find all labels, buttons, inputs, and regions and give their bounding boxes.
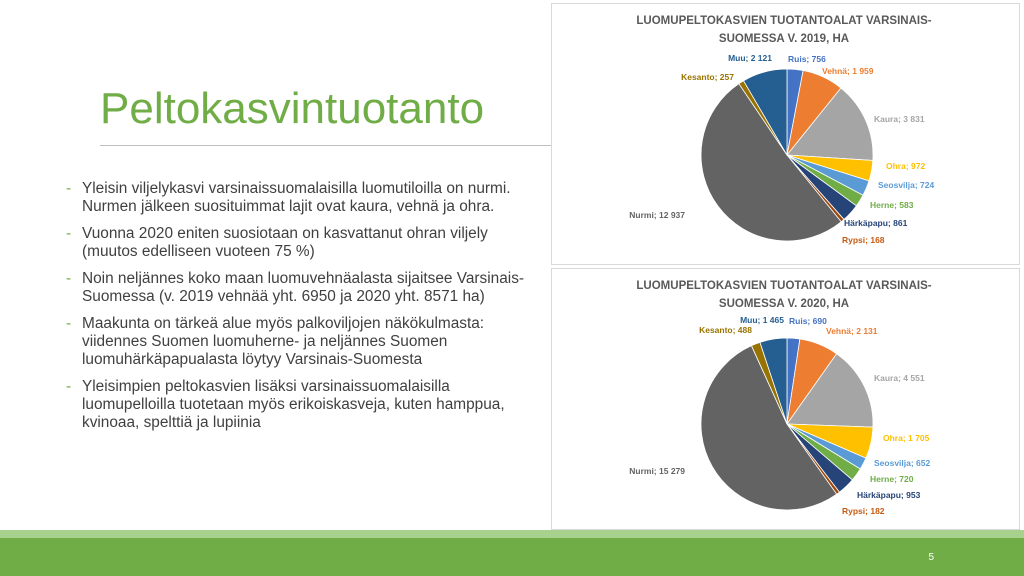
chart-title-line-2: SUOMESSA V. 2019, HA bbox=[718, 33, 850, 45]
bullet-text: Noin neljännes koko maan luomuvehnäalasta sijaitsee Varsinais-Suomessa (v. 2019 vehnää yht. 6950 ja 2020 yht. 8571 ha) bbox=[82, 270, 525, 305]
bullet-dash: - bbox=[66, 225, 72, 242]
slice-data-label-0: Ruis; 756 bbox=[788, 54, 826, 64]
title-divider bbox=[100, 145, 552, 146]
slice-data-label-9: Kesanto; 257 bbox=[681, 72, 734, 82]
slice-data-label-2: Kaura; 3 831 bbox=[874, 114, 925, 124]
bullet-item bbox=[66, 315, 546, 369]
pie-slices bbox=[701, 69, 873, 241]
bullet-dash: - bbox=[66, 315, 72, 332]
bullet-text: Yleisimpien peltokasvien lisäksi varsinaissuomalaisilla luomupelloilla tuotetaan myös erikoiskasveja, kuten hamppua, kvinoaa, spelttiä ja lupiinia bbox=[82, 378, 505, 431]
slice-data-label-2: Kaura; 4 551 bbox=[874, 373, 925, 383]
bullet-text: Maakunta on tärkeä alue myös palkoviljojen näkökulmasta: viidennes Suomen luomuherne- ja neljännes Suomen luomuhärkäpapualasta löytyy Varsinais-Suomesta bbox=[82, 315, 485, 368]
slice-data-label-5: Herne; 720 bbox=[870, 474, 914, 484]
slide-title: Peltokasvintuotanto bbox=[100, 84, 485, 133]
slice-data-label-10: Muu; 1 465 bbox=[740, 315, 784, 325]
slice-data-label-0: Ruis; 690 bbox=[789, 316, 827, 326]
slice-data-label-9: Kesanto; 488 bbox=[699, 325, 752, 335]
slice-data-label-7: Rypsi; 182 bbox=[842, 506, 885, 516]
slice-data-label-3: Ohra; 1 705 bbox=[883, 433, 930, 443]
slice-data-label-10: Muu; 2 121 bbox=[728, 53, 772, 63]
slice-data-label-4: Seosvilja; 724 bbox=[878, 180, 935, 190]
bullet-text: Vuonna 2020 eniten suosiotaan on kasvattanut ohran viljely (muutos edelliseen vuoteen 75 %) bbox=[82, 225, 488, 260]
bullet-item bbox=[66, 180, 546, 216]
pie-chart-2020 bbox=[551, 268, 1020, 530]
chart-title-line-1: LUOMUPELTOKASVIEN TUOTANTOALAT VARSINAIS- bbox=[636, 15, 932, 27]
slice-data-label-1: Vehnä; 1 959 bbox=[822, 66, 874, 76]
pie-chart-2019 bbox=[551, 3, 1020, 265]
pie-chart-2019-svg bbox=[552, 4, 1019, 264]
slice-data-label-4: Seosvilja; 652 bbox=[874, 458, 931, 468]
pie-chart-2020-svg bbox=[552, 269, 1019, 529]
slice-data-label-8: Nurmi; 15 279 bbox=[629, 466, 685, 476]
page-number: 5 bbox=[928, 552, 934, 563]
bullet-text: Yleisin viljelykasvi varsinaissuomalaisilla luomutiloilla on nurmi. Nurmen jälkeen suosituimmat lajit ovat kaura, vehnä ja ohra. bbox=[82, 180, 511, 215]
chart-title-line-2: SUOMESSA V. 2020, HA bbox=[718, 298, 850, 310]
slice-data-label-6: Härkäpapu; 861 bbox=[844, 218, 908, 228]
bullet-item bbox=[66, 270, 546, 306]
slice-data-label-6: Härkäpapu; 953 bbox=[857, 490, 921, 500]
slice-data-label-1: Vehnä; 2 131 bbox=[826, 326, 878, 336]
bullet-dash: - bbox=[66, 378, 72, 395]
bullet-list bbox=[66, 180, 546, 441]
slice-data-label-5: Herne; 583 bbox=[870, 200, 914, 210]
bullet-item bbox=[66, 225, 546, 261]
bullet-dash: - bbox=[66, 180, 72, 197]
bullet-item bbox=[66, 378, 546, 432]
pie-slices bbox=[701, 338, 873, 510]
slice-data-label-8: Nurmi; 12 937 bbox=[629, 210, 685, 220]
slice-data-label-7: Rypsi; 168 bbox=[842, 235, 885, 245]
footer-accent-stripe bbox=[0, 530, 1024, 538]
footer-bar bbox=[0, 538, 1024, 576]
bullet-dash: - bbox=[66, 270, 72, 287]
chart-title-line-1: LUOMUPELTOKASVIEN TUOTANTOALAT VARSINAIS- bbox=[636, 280, 932, 292]
slice-data-label-3: Ohra; 972 bbox=[886, 161, 926, 171]
